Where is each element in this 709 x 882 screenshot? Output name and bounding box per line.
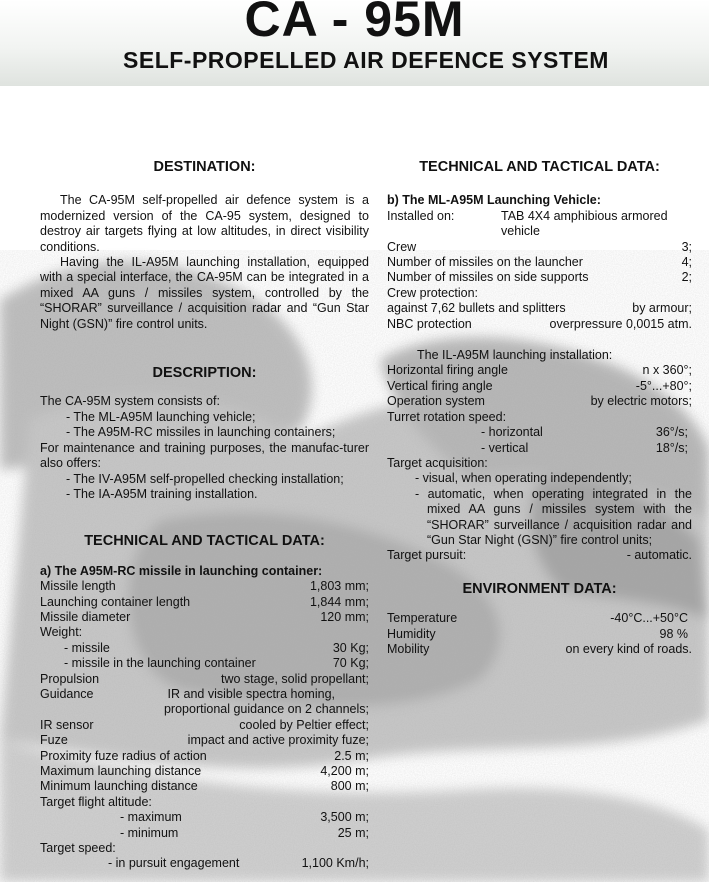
description-maint-item: - The IV-A95M self-propelled checking installation; [66,471,344,486]
vehicle-subheading: b) The ML-A95M Launching Vehicle: [387,193,601,208]
spec-row: Maximum launching distance 4,200 m; [40,764,369,778]
spec-row: Minimum launching distance 800 m; [40,779,369,794]
page-subtitle: SELF-PROPELLED AIR DEFENCE SYSTEM [123,47,609,73]
tech-heading-left: TECHNICAL AND TACTICAL DATA: [84,533,325,550]
environment-heading: ENVIRONMENT DATA: [462,580,617,597]
spec-row: - horizontal 36°/s; [481,425,688,440]
destination-paragraph-1: The CA-95M self-propelled air defence system is a modernized version of the CA-95 system, designed to destroy air targets flying at low altitudes, in direct visibility conditions. [40,193,369,254]
acquisition-item: - automatic, when operating integrated in the mixed AA guns / missiles system with the “SHORAR” surveillance / acquisition radar and “Gun Star Night (GSN)” fire control units; [415,486,692,547]
spec-row: - in pursuit engagement 1,100 Km/h; [108,856,369,871]
acquisition-item: - visual, when operating independently; [415,471,632,486]
spec-row: Humidity 98 % [387,626,688,641]
spec-label: Target acquisition: [387,455,488,470]
spec-row: - maximum 3,500 m; [120,810,369,825]
spec-row: Target pursuit: - automatic. [387,548,692,563]
missile-subheading: a) The A95M-RC missile in launching container: [40,563,323,578]
spec-row: Number of missiles on the launcher 4; [387,255,692,270]
description-item: - The ML-A95M launching vehicle; [66,409,256,424]
spec-row: Launching container length 1,844 mm; [40,594,369,609]
spec-row: Guidance IR and visible spectra homing, [40,686,335,701]
spec-row: Horizontal firing angle n x 360°; [387,363,692,378]
left-column [40,160,369,872]
spec-label: Crew protection: [387,285,479,300]
spec-row: vehicle [501,224,540,239]
destination-heading: DESTINATION: [153,159,256,175]
description-item: - The A95M-RC missiles in launching containers; [66,425,336,440]
spec-row: Operation system by electric motors; [387,394,692,409]
spec-row: against 7,62 bullets and splitters by armour; [387,301,692,316]
spec-row: - minimum 25 m; [120,825,369,840]
description-maintenance: For maintenance and training purposes, the manufac-turer also offers: [40,440,369,471]
il-heading: The IL-A95M launching installation: [417,348,613,363]
spec-label: Turret rotation speed: [387,409,507,424]
spec-label: Target speed: [40,841,116,856]
spec-row: Temperature -40°C...+50°C [387,611,688,626]
spec-row: Mobility on every kind of roads. [387,641,692,656]
spec-row: IR sensor cooled by Peltier effect; [40,717,369,732]
spec-row: Missile length 1,803 mm; [40,579,369,594]
spec-row: Proximity fuze radius of action 2.5 m; [40,748,369,763]
spec-row: Vertical firing angle -5°...+80°; [387,378,692,393]
spec-row: NBC protection overpressure 0,0015 atm. [387,316,692,331]
spec-row: - vertical 18°/s; [481,440,688,455]
destination-paragraph-2: Having the IL-A95M launching installation, equipped with a special interface, the CA-95M can be integrated in a mixed AA guns / missiles system, controlled by the “SHORAR” surveillance / acquisition radar and “Gun Star Night (GSN)” fire control units. [40,255,369,331]
tech-heading-right: TECHNICAL AND TACTICAL DATA: [419,159,660,175]
spec-row: Fuze impact and active proximity fuze; [40,733,369,748]
spec-label: Target flight altitude: [40,794,152,809]
spec-row: Installed on: TAB 4X4 amphibious armored [387,208,668,223]
spec-row: - missile 30 Kg; [64,640,369,655]
description-intro: The CA-95M system consists of: [40,394,220,409]
spec-row: proportional guidance on 2 channels; [163,702,369,717]
spec-row: Number of missiles on side supports 2; [387,270,692,285]
spec-row: - missile in the launching container 70 Kg; [64,656,369,671]
spec-row: Missile diameter 120 mm; [40,609,369,624]
spec-row: Crew 3; [387,239,692,254]
description-heading: DESCRIPTION: [152,365,257,382]
right-column [387,160,692,657]
description-maint-item: - The IA-A95M training installation. [66,486,258,501]
spec-row: Propulsion two stage, solid propellant; [40,671,369,686]
spec-label: Weight: [40,625,83,640]
page-title: CA - 95M [244,0,465,47]
